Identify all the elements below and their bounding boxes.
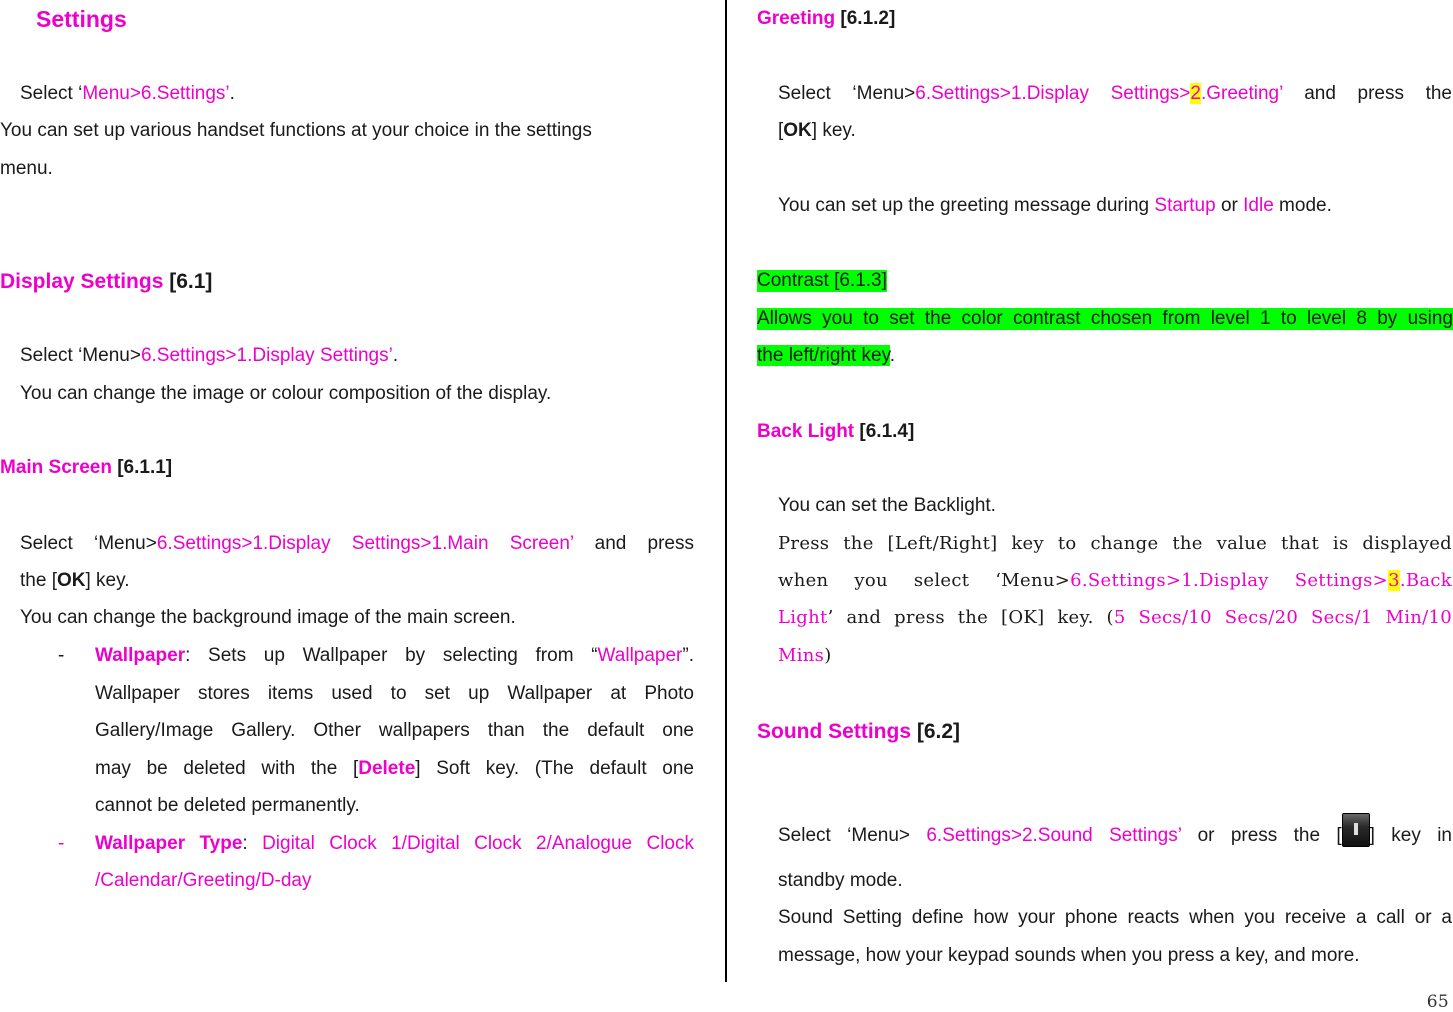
wallpaper-bullet-line5: cannot be deleted permanently. (95, 795, 360, 816)
greeting-select-line2: [OK] key. (778, 120, 856, 141)
greeting-desc: You can set up the greeting message during Startup or Idle mode. (778, 195, 1332, 216)
display-settings-heading: Display Settings [6.1] (0, 270, 213, 293)
wallpaper-type-line2: /Calendar/Greeting/D-day (95, 870, 312, 891)
back-light-heading: Back Light [6.1.4] (757, 421, 915, 442)
back-light-line2: when you select ‘Menu>6.Settings>1.Display Settings>3.Back (778, 570, 1453, 591)
contrast-heading: Contrast [6.1.3] (757, 270, 887, 291)
wallpaper-bullet-line1: Wallpaper: Sets up Wallpaper by selecting from “Wallpaper”. (95, 645, 694, 666)
wallpaper-bullet-line4: may be deleted with the [Delete] Soft key. (The default one (95, 758, 694, 779)
main-screen-select-line2: the [OK] key. (20, 570, 130, 591)
back-light-line1: Press the [Left/Right] key to change the value that is displayed (778, 533, 1452, 554)
wallpaper-type-line1: Wallpaper Type: Digital Clock 1/Digital Clock 2/Analogue Clock (95, 833, 695, 854)
settings-desc-line1: You can set up various handset functions at your choice in the settings (0, 120, 592, 141)
contrast-desc-line1: Allows you to set the color contrast chosen from level 1 to level 8 by using (757, 308, 1453, 329)
back-light-desc: You can set the Backlight. (778, 495, 996, 516)
wallpaper-bullet-dash: - (58, 645, 65, 666)
settings-title: Settings (36, 6, 127, 32)
sound-select-line1: Select ‘Menu> 6.Settings>2.Sound Settings’ or press the [ ] key in (778, 825, 1452, 847)
sound-desc-line2: message, how your keypad sounds when you press a key, and more. (778, 945, 1360, 966)
back-light-line3: Light’ and press the [OK] key. (5 Secs/10 Secs/20 Secs/1 Min/10 (778, 607, 1453, 628)
greeting-select-line1: Select ‘Menu>6.Settings>1.Display Settings>2.Greeting’ and press the (778, 83, 1452, 104)
sound-settings-heading: Sound Settings [6.2] (757, 720, 961, 743)
greeting-heading: Greeting [6.1.2] (757, 8, 896, 29)
main-screen-desc: You can change the background image of the main screen. (20, 607, 516, 628)
main-screen-heading: Main Screen [6.1.1] (0, 457, 173, 478)
settings-select-line: Select ‘Menu>6.Settings’. (20, 83, 235, 104)
back-light-line4: Mins) (778, 645, 832, 666)
display-settings-desc: You can change the image or colour composition of the display. (20, 383, 552, 404)
wallpaper-bullet-line2: Wallpaper stores items used to set up Wallpaper at Photo (95, 683, 694, 704)
contrast-desc-line2: the left/right key. (757, 345, 895, 366)
wallpaper-bullet-line3: Gallery/Image Gallery. Other wallpapers than the default one (95, 720, 694, 741)
settings-desc-line2: menu. (0, 158, 53, 179)
sound-desc-line1: Sound Setting define how your phone reacts when you receive a call or a (778, 907, 1452, 928)
page-number: 65 (1426, 992, 1449, 1012)
main-screen-select-line1: Select ‘Menu>6.Settings>1.Display Settings>1.Main Screen’ and press (20, 533, 694, 554)
display-settings-select-line: Select ‘Menu>6.Settings>1.Display Settings’. (20, 345, 399, 366)
column-divider (725, 0, 727, 982)
wallpaper-type-bullet-dash: - (58, 833, 65, 854)
sound-select-line2: standby mode. (778, 870, 903, 891)
settings-key-icon (1342, 813, 1370, 847)
